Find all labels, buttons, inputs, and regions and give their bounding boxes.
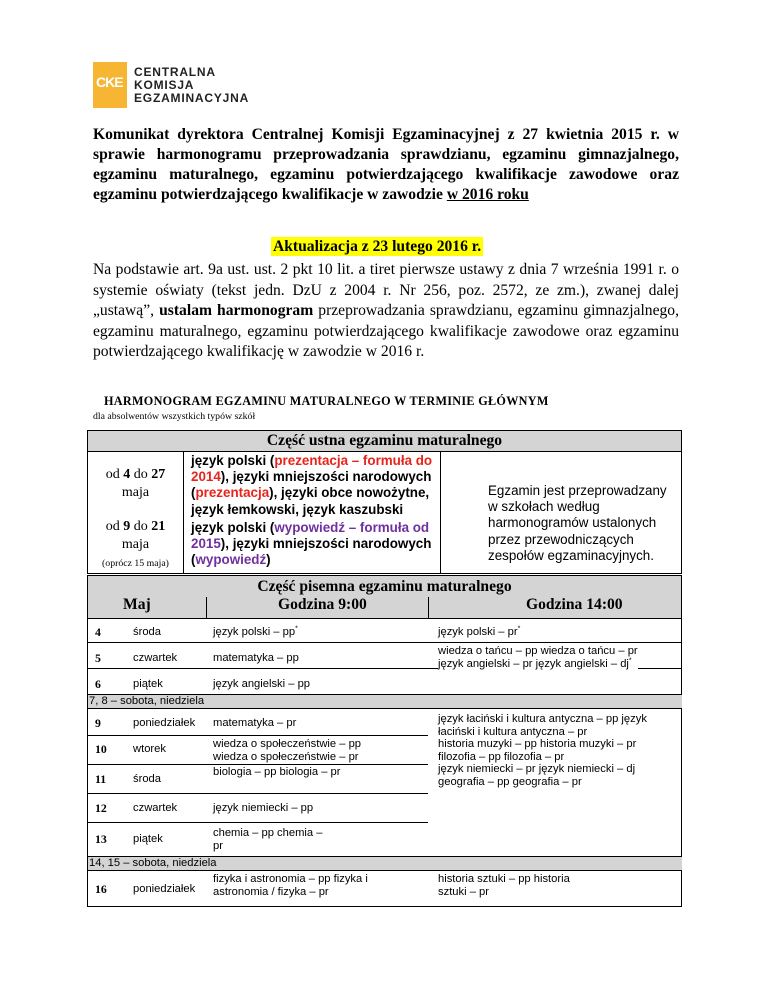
logo-mark: CKE — [93, 62, 127, 108]
row-line — [88, 764, 428, 765]
rows-block-3: 16 poniedziałek fizyka i astronomia – pp fizyka i astronomia / fizyka – pr historia sztuki – pp historia sztuki – pr — [88, 871, 681, 906]
rows-block-2: 9 poniedziałek matematyka – pr 10 wtorek wiedza o społeczeństwie – pp wiedza o społeczeństwie – pr 11 środa biologia – pp biologia – pr 12 czwartek język niemiecki – pp 13 piątek chemia – pp chemia – pr język łaciński i kultura antyczna – pp język łaciński i kultura antyczna – pr historia muzyki – pp historia muzyki – pr filozofia – pp filozofia – pr język niemiecki – pr język niemiecki – dj geografia – pp geografia – pr — [88, 709, 681, 856]
row-line — [88, 642, 681, 643]
section-heading: HARMONOGRAM EGZAMINU MATURALNEGO W TERMINIE GŁÓWNYM — [104, 394, 549, 408]
oral-header: Część ustna egzaminu maturalnego — [88, 431, 681, 452]
document-title: Komunikat dyrektora Centralnej Komisji Egzaminacyjnej z 27 kwietnia 2015 r. w sprawie harmonogramu przeprowadzania sprawdzianu, egzaminu gimnazjalnego, egzaminu maturalnego, egzaminu potwierdzającego kwalifikacje zawodowe oraz egzaminu potwierdzającego kwalifikacje w zawodzie w 2016 roku — [93, 126, 679, 203]
row-line — [88, 735, 428, 736]
row-line — [88, 822, 428, 823]
morning-16: fizyka i astronomia – pp fizyka i astronomia / fizyka – pr — [213, 873, 368, 898]
oral-dates-col — [88, 452, 184, 573]
col-14: Godzina 14:00 — [526, 596, 623, 613]
intro-paragraph: Na podstawie art. 9a ust. ust. 2 pkt 10 lit. a tiret pierwsze ustawy z dnia 7 września 1991 r. o systemie oświaty (tekst jedn. DzU z 2004 r. Nr 256, poz. 2572, ze zm.), zwanej dalej „ustawą”, ustalam harmonogram przeprowadzania sprawdzianu, egzaminu gimnazjalnego, egzaminu maturalnego, egzaminu potwierdzającego kwalifikacje zawodowe oraz egzaminu potwierdzającego kwalifikację w zawodzie w 2016 r. — [93, 261, 679, 360]
row-line — [88, 793, 428, 794]
weekend-row: 7, 8 – sobota, niedziela — [88, 694, 682, 709]
afternoon-16: historia sztuki – pp historia sztuki – pr — [438, 873, 570, 898]
cke-logo — [93, 62, 249, 108]
oral-dates-1: od 4 do 27 maja — [105, 467, 166, 500]
afternoon-9-13: język łaciński i kultura antyczna – pp język łaciński i kultura antyczna – pr historia muzyki – pp historia muzyki – pr filozofia – pp filozofia – pr język niemiecki – pr język niemiecki – dj geografia – pp geografia – pr — [438, 713, 647, 788]
section-subheading: dla absolwentów wszystkich typów szkół — [93, 411, 256, 422]
oral-subjects-1: język polski (prezentacja – formuła do 2014), języki mniejszości narodowych (prezentacja), języki obce nowożytne, język łemkowski, język kaszubski — [191, 453, 433, 517]
oral-note: Egzamin jest przeprowadzany w szkołach według harmonogramów ustalonych przez przewodniczących zespołów egzaminacyjnych. — [488, 483, 667, 563]
oral-subjects-col — [184, 452, 441, 573]
logo-text: CENTRALNA KOMISJA EGZAMINACYJNA — [134, 64, 250, 105]
col-may: Maj — [123, 596, 151, 613]
afternoon-5-6: wiedza o tańcu – pp wiedza o tańcu – pr język angielski – pr język angielski – dj* — [438, 645, 638, 670]
weekend-row: 14, 15 – sobota, niedziela — [88, 856, 682, 871]
oral-subjects-2: język polski (wypowiedź – formuła od 2015), języki mniejszości narodowych (wypowiedź) — [191, 520, 432, 568]
oral-dates-2: od 9 do 21 maja (oprócz 15 maja) — [102, 519, 169, 569]
update-badge: Aktualizacja z 23 lutego 2016 r. — [273, 238, 482, 255]
written-header — [88, 576, 681, 619]
col-9: Godzina 9:00 — [278, 596, 367, 613]
divider — [206, 597, 207, 618]
oral-exam-table — [87, 430, 682, 574]
written-exam-table — [87, 575, 682, 907]
rows-block-1: 4 środa język polski – pp* język polski – pr* 5 czwartek matematyka – pp 6 piątek język angielski – pp wiedza o tańcu – pp wiedza o tańcu – pr język angielski – pr język angielski – dj* — [88, 618, 681, 694]
divider — [428, 597, 429, 618]
written-title: Część pisemna egzaminu maturalnego — [257, 578, 512, 595]
